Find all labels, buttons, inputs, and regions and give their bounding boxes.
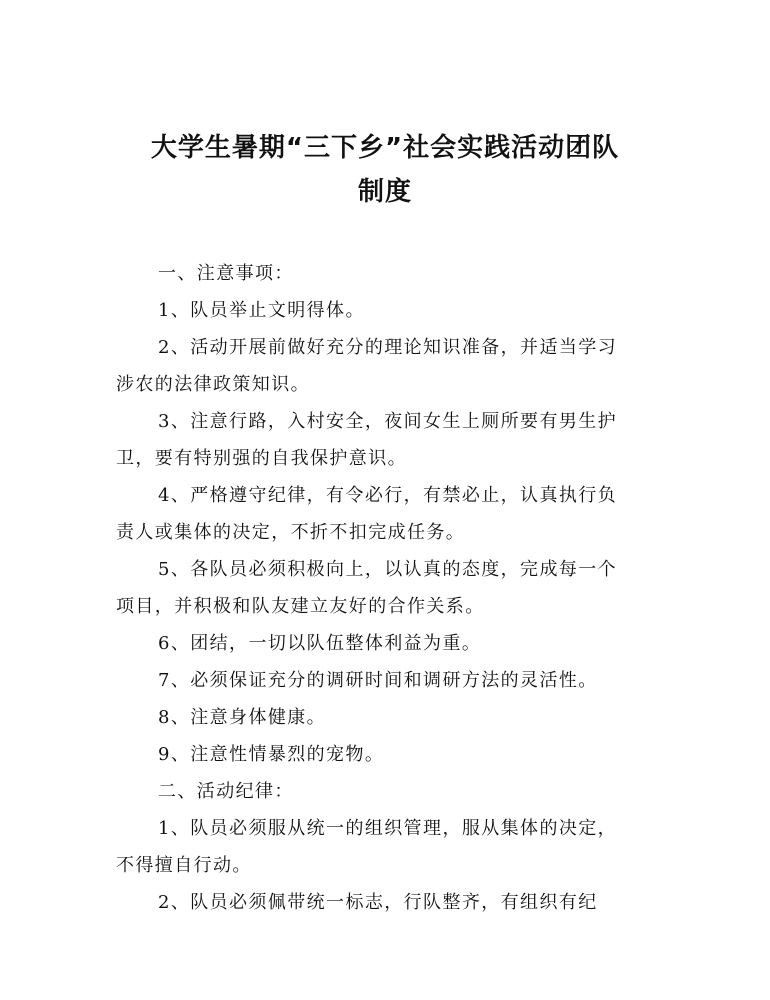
text-line: 3、注意行路，入村安全，夜间女生上厕所要有男生护 xyxy=(158,411,618,432)
document-body xyxy=(116,255,646,921)
text-line: 涉农的法律政策知识。 xyxy=(116,374,310,395)
text-line: 9、注意性情暴烈的宠物。 xyxy=(158,744,385,765)
text-line: 5、各队员必须积极向上，以认真的态度，完成每一个 xyxy=(158,559,618,580)
title-line-1: 大学生暑期“三下乡”社会实践活动团队 xyxy=(150,133,620,163)
text-line: 不得擅自行动。 xyxy=(116,855,252,876)
text-line: 责人或集体的决定，不折不扣完成任务。 xyxy=(116,522,466,543)
text-line: 1、队员举止文明得体。 xyxy=(158,300,365,321)
text-line: 2、队员必须佩带统一标志，行队整齐，有组织有纪 xyxy=(158,892,598,913)
text-line: 项目，并积极和队友建立友好的合作关系。 xyxy=(116,596,485,617)
text-line: 2、活动开展前做好充分的理论知识准备，并适当学习 xyxy=(158,337,618,358)
document-title xyxy=(115,126,655,214)
text-line: 8、注意身体健康。 xyxy=(158,707,327,728)
text-line: 1、队员必须服从统一的组织管理，服从集体的决定， xyxy=(158,818,618,839)
text-line: 6、团结，一切以队伍整体利益为重。 xyxy=(158,633,482,654)
text-line: 二、活动纪律： xyxy=(158,781,294,802)
text-line: 卫，要有特别强的自我保护意识。 xyxy=(116,448,407,469)
text-line: 4、严格遵守纪律，有令必行，有禁必止，认真执行负 xyxy=(158,485,618,506)
text-line: 一、注意事项： xyxy=(158,263,294,284)
text-line: 7、必须保证充分的调研时间和调研方法的灵活性。 xyxy=(158,670,598,691)
title-line-2: 制度 xyxy=(357,177,412,207)
